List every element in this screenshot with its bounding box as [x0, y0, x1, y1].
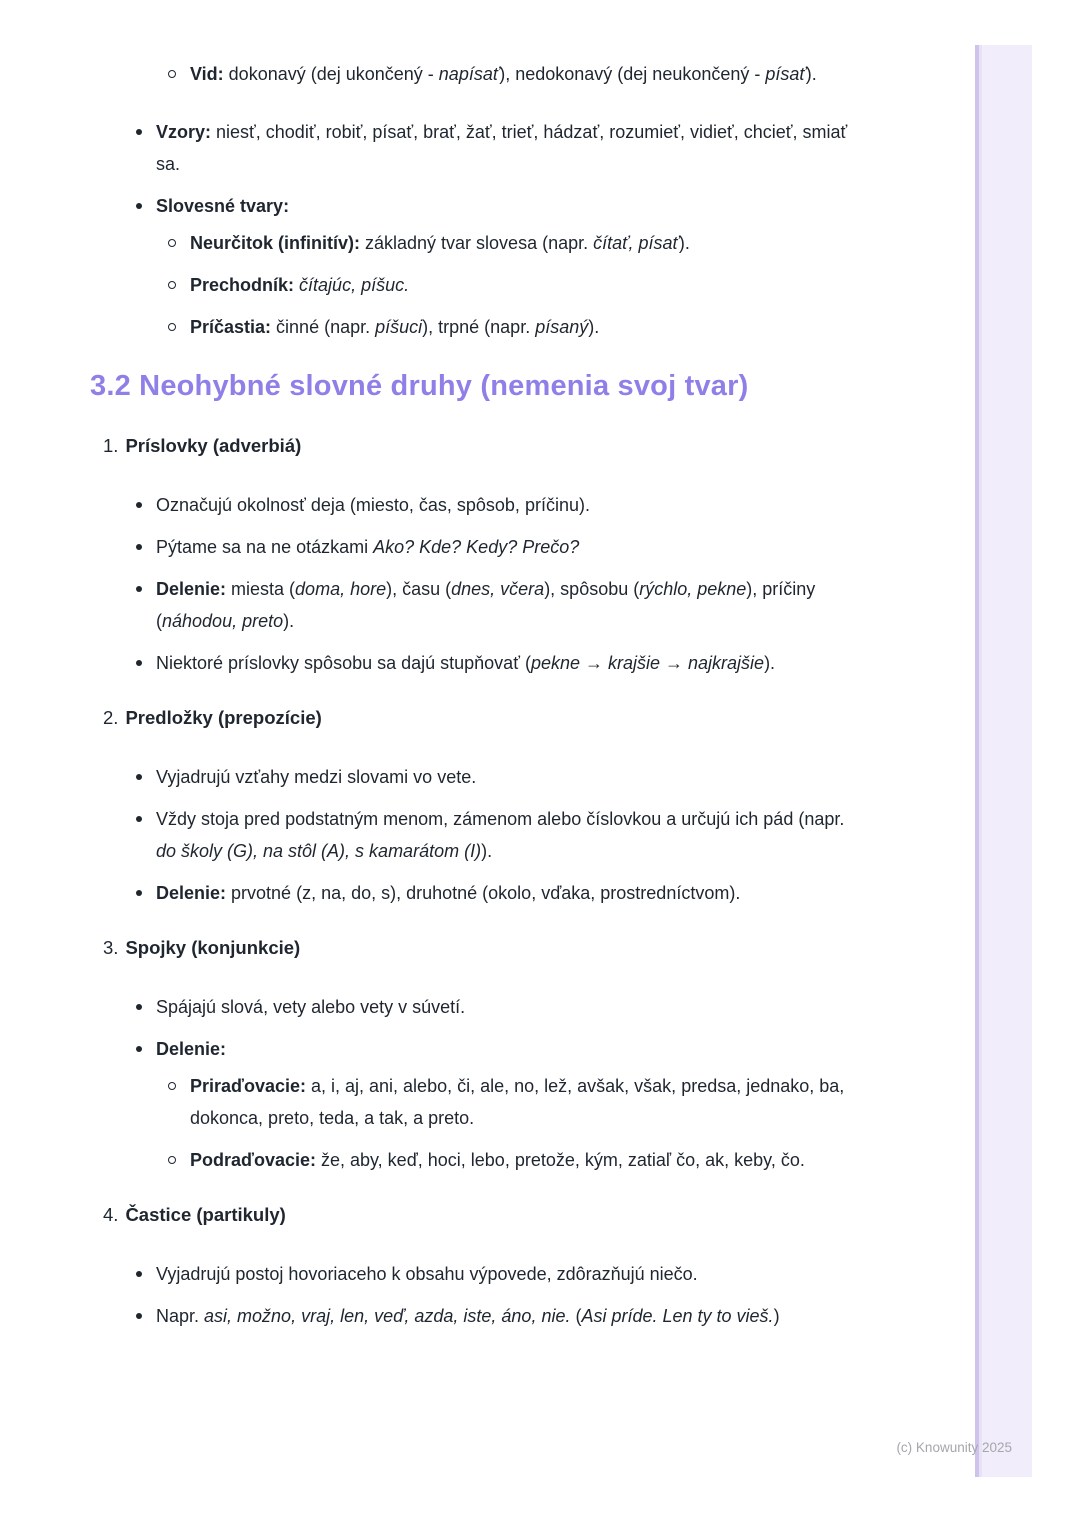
text-run: Vyjadrujú postoj hovoriaceho k obsahu výpovede, zdôrazňujú niečo.: [156, 1264, 698, 1284]
text-run: ), času (: [386, 579, 452, 599]
text-run: ), príčiny (: [156, 579, 816, 631]
list-item-text: [156, 997, 465, 1017]
text-run: ), spôsobu (: [544, 579, 640, 599]
numbered-list-item: [90, 1199, 850, 1231]
list-item-text: [156, 122, 847, 174]
page-edge-decoration: [975, 45, 1032, 1477]
disc-bullet-icon: [136, 1046, 142, 1052]
document-content: [90, 58, 850, 1342]
text-run: ).: [283, 611, 295, 631]
disc-bullet-icon: [136, 890, 142, 896]
bullet-list-item: [90, 489, 850, 521]
list-item-text: [156, 196, 289, 216]
text-run: Neurčitok (infinitív):: [190, 233, 360, 253]
bullet-list-item: [90, 1144, 850, 1176]
circle-bullet-icon: [168, 1082, 176, 1090]
list-item-text: [190, 233, 690, 253]
numbered-list-item: [90, 430, 850, 462]
list-item-text: [156, 579, 815, 631]
circle-bullet-icon: [168, 239, 176, 247]
text-run: Pýtame sa na ne otázkami: [156, 537, 374, 557]
list-item-text: [156, 537, 579, 557]
text-run: Spájajú slová, vety alebo vety v súvetí.: [156, 997, 466, 1017]
bullet-list-item: [90, 531, 850, 563]
list-number: 3.: [103, 937, 119, 958]
circle-bullet-icon: [168, 281, 176, 289]
text-run: ), nedokonavý (dej neukončený -: [499, 64, 766, 84]
bullet-list-item: [90, 311, 850, 343]
text-run: asi, možno, vraj, len, veď, azda, iste, áno, nie.: [204, 1306, 571, 1326]
text-run: Prechodník:: [190, 275, 295, 295]
list-item-text: [156, 495, 590, 515]
bullet-list-item: [90, 803, 850, 867]
disc-bullet-icon: [136, 544, 142, 550]
circle-bullet-icon: [168, 323, 176, 331]
text-run: písať: [765, 64, 806, 84]
disc-bullet-icon: [136, 660, 142, 666]
list-item-text: [156, 1264, 698, 1284]
bullet-list-item: [90, 1300, 850, 1332]
text-run: Napr.: [156, 1306, 205, 1326]
text-run: Spojky (konjunkcie): [125, 937, 301, 958]
list-item-text: [125, 435, 301, 456]
text-run: čítajúc, píšuc.: [299, 275, 410, 295]
bullet-list-item: [90, 269, 850, 301]
text-run: ).: [764, 653, 776, 673]
text-run: písaný: [535, 317, 589, 337]
list-item-text: [125, 707, 321, 728]
bullet-list-item: [90, 647, 850, 679]
list-item-text: [125, 1204, 285, 1225]
disc-bullet-icon: [136, 774, 142, 780]
text-run: Ako? Kde? Kedy? Prečo?: [373, 537, 580, 557]
text-run: niesť, chodiť, robiť, písať, brať, žať, trieť, hádzať, rozumieť, vidieť, chcieť, smiať sa.: [156, 122, 848, 174]
section-heading: 3.2 Neohybné slovné druhy (nemenia svoj tvar): [90, 370, 749, 402]
disc-bullet-icon: [136, 1313, 142, 1319]
list-number: 4.: [103, 1204, 119, 1225]
list-item-text: [156, 1039, 226, 1059]
list-item-text: [156, 809, 844, 861]
bullet-list-item: [90, 1070, 850, 1134]
bullet-list-item: [90, 573, 850, 637]
copyright: (c) Knowunity 2025: [896, 1440, 1012, 1455]
text-run: Príslovky (adverbiá): [125, 435, 302, 456]
disc-bullet-icon: [136, 816, 142, 822]
text-run: základný tvar slovesa (napr.: [360, 233, 594, 253]
list-item-text: [156, 653, 775, 673]
text-run: doma, hore: [295, 579, 387, 599]
numbered-list-item: [90, 932, 850, 964]
text-run: dokonavý (dej ukončený -: [223, 64, 439, 84]
list-item-text: [156, 767, 476, 787]
list-item-text: [190, 1150, 805, 1170]
text-run: napísať: [438, 64, 500, 84]
list-item-text: [190, 275, 409, 295]
bullet-list-item: [90, 190, 850, 222]
list-item-text: [156, 883, 740, 903]
text-run: Príčastia:: [190, 317, 272, 337]
disc-bullet-icon: [136, 1271, 142, 1277]
text-run: Častice (partikuly): [125, 1204, 286, 1225]
text-run: Vid:: [190, 64, 224, 84]
text-run: Vždy stoja pred podstatným menom, zámenom alebo číslovkou a určujú ich pád (napr.: [156, 809, 845, 829]
text-run: pekne → krajšie → najkrajšie: [530, 653, 765, 673]
bullet-list-item: [90, 761, 850, 793]
bullet-list-item: [90, 877, 850, 909]
text-run: ).: [588, 317, 600, 337]
text-run: ).: [805, 64, 817, 84]
text-run: Vyjadrujú vzťahy medzi slovami vo vete.: [156, 767, 477, 787]
text-run: píšuci: [375, 317, 423, 337]
text-run: (: [570, 1306, 582, 1326]
list-item-text: [156, 1306, 780, 1326]
disc-bullet-icon: [136, 586, 142, 592]
list-item-text: [125, 937, 300, 958]
bullet-list-item: [90, 1033, 850, 1065]
text-run: ).: [481, 841, 493, 861]
text-run: Delenie:: [156, 883, 227, 903]
text-run: miesta (: [226, 579, 296, 599]
text-run: Podraďovacie:: [190, 1150, 316, 1170]
text-run: že, aby, keď, hoci, lebo, pretože, kým, zatiaľ čo, ak, keby, čo.: [315, 1150, 805, 1170]
text-run: činné (napr.: [271, 317, 376, 337]
text-run: a, i, aj, ani, alebo, či, ale, no, lež, avšak, však, predsa, jednako, ba, dokonca, preto, teda, a tak, a preto.: [190, 1076, 845, 1128]
text-run: Asi príde. Len ty to vieš.: [581, 1306, 774, 1326]
list-number: 1.: [103, 435, 119, 456]
text-run: Delenie:: [156, 1039, 227, 1059]
disc-bullet-icon: [136, 129, 142, 135]
list-item-text: [190, 1076, 844, 1128]
bullet-list-item: [90, 991, 850, 1023]
text-run: do školy (G), na stôl (A), s kamarátom (I): [156, 841, 482, 861]
text-run: Slovesné tvary:: [156, 196, 290, 216]
circle-bullet-icon: [168, 1156, 176, 1164]
text-run: Vzory:: [156, 122, 212, 142]
list-number: 2.: [103, 707, 119, 728]
text-run: ): [773, 1306, 780, 1326]
text-run: Priraďovacie:: [190, 1076, 306, 1096]
disc-bullet-icon: [136, 203, 142, 209]
circle-bullet-icon: [168, 70, 176, 78]
bullet-list-item: [90, 227, 850, 259]
bullet-list-item: [90, 58, 850, 90]
text-run: Niektoré príslovky spôsobu sa dajú stupňovať (: [156, 653, 531, 673]
list-item-text: [190, 64, 817, 84]
text-run: Delenie:: [156, 579, 227, 599]
numbered-list-item: [90, 702, 850, 734]
disc-bullet-icon: [136, 1004, 142, 1010]
text-run: rýchlo, pekne: [639, 579, 747, 599]
text-run: Predložky (prepozície): [125, 707, 322, 728]
bullet-list-item: [90, 1258, 850, 1290]
text-run: Označujú okolnosť deja (miesto, čas, spôsob, príčinu).: [156, 495, 590, 515]
text-run: ), trpné (napr.: [422, 317, 536, 337]
disc-bullet-icon: [136, 502, 142, 508]
list-item-text: [190, 317, 599, 337]
text-run: ).: [678, 233, 690, 253]
text-run: náhodou, preto: [162, 611, 284, 631]
text-run: prvotné (z, na, do, s), druhotné (okolo, vďaka, prostredníctvom).: [226, 883, 741, 903]
next-page-preview: [982, 45, 1032, 1477]
bullet-list-item: [90, 116, 850, 180]
text-run: dnes, včera: [451, 579, 545, 599]
text-run: čítať, písať: [593, 233, 679, 253]
